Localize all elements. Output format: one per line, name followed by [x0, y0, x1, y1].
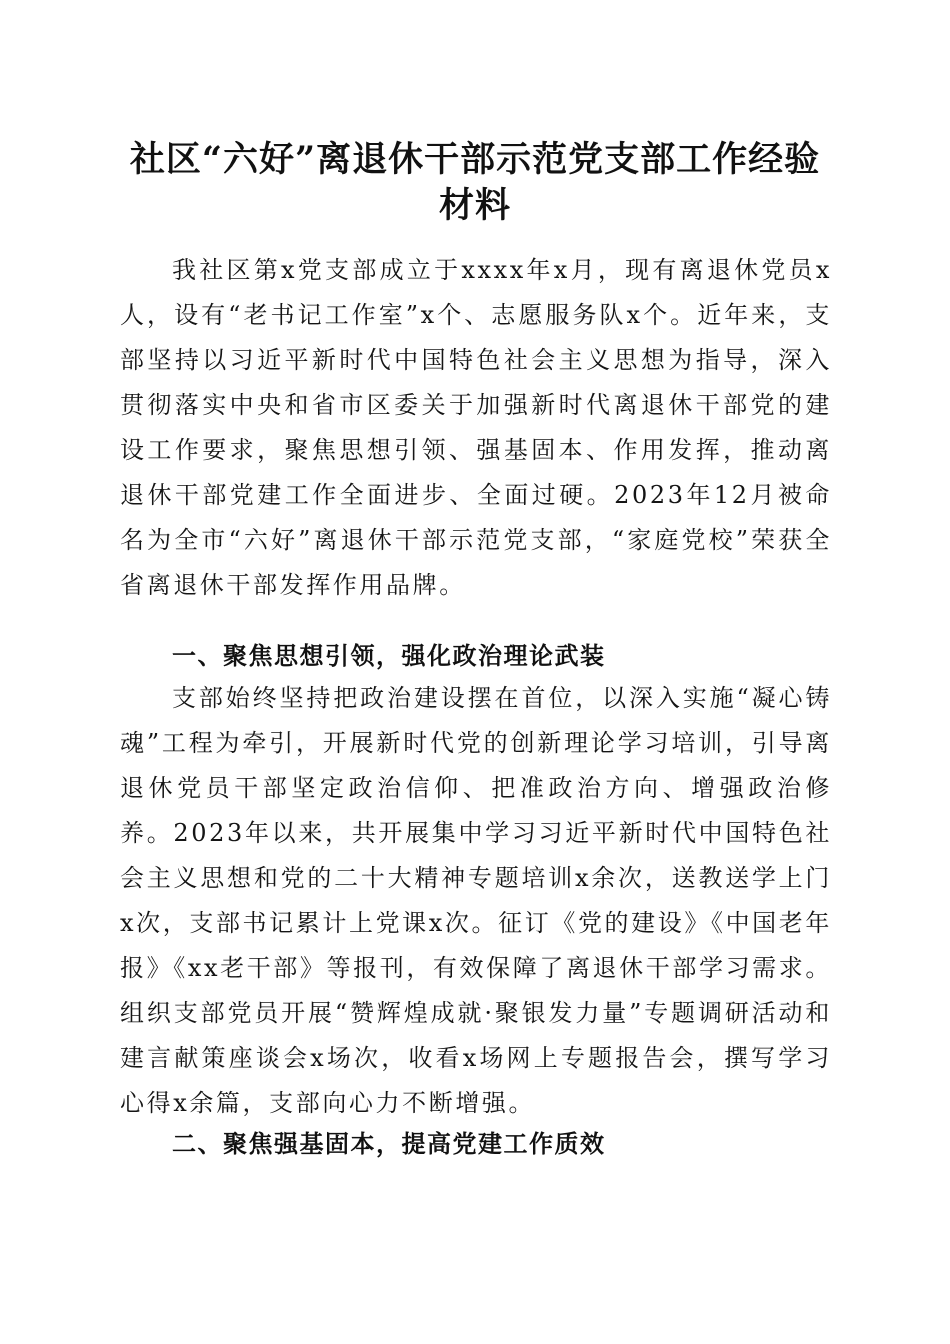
- intro-paragraph: 我社区第x党支部成立于xxxx年x月，现有离退休党员x人，设有“老书记工作室”x个、志愿服务队x个。近年来，支部坚持以习近平新时代中国特色社会主义思想为指导，深入贯彻落实中央和省市区委关于加强新时代离退休干部党的建设工作要求，聚焦思想引领、强基固本、作用发挥，推动离退休干部党建工作全面进步、全面过硬。2023年12月被命名为全市“六好”离退休干部示范党支部，“家庭党校”荣获全省离退休干部发挥作用品牌。: [120, 256, 832, 599]
- document-title-line-2: 材料: [438, 185, 511, 226]
- section-heading-2: 二、聚焦强基固本，提高党建工作质效: [172, 1130, 606, 1158]
- document-title-line-1: 社区“六好”离退休干部示范党支部工作经验: [129, 139, 821, 180]
- section-1-paragraph: 支部始终坚持把政治建设摆在首位，以深入实施“凝心铸魂”工程为牵引，开展新时代党的创新理论学习培训，引导离退休党员干部坚定政治信仰、把准政治方向、增强政治修养。2023年以来，共开展集中学习习近平新时代中国特色社会主义思想和党的二十大精神专题培训x余次，送教送学上门x次，支部书记累计上党课x次。征订《党的建设》《中国老年报》《xx老干部》等报刊，有效保障了离退休干部学习需求。组织支部党员开展“赞辉煌成就·聚银发力量”专题调研活动和建言献策座谈会x场次，收看x场网上专题报告会，撰写学习心得x余篇，支部向心力不断增强。: [120, 684, 832, 1117]
- section-heading-1: 一、聚焦思想引领，强化政治理论武装: [172, 642, 606, 670]
